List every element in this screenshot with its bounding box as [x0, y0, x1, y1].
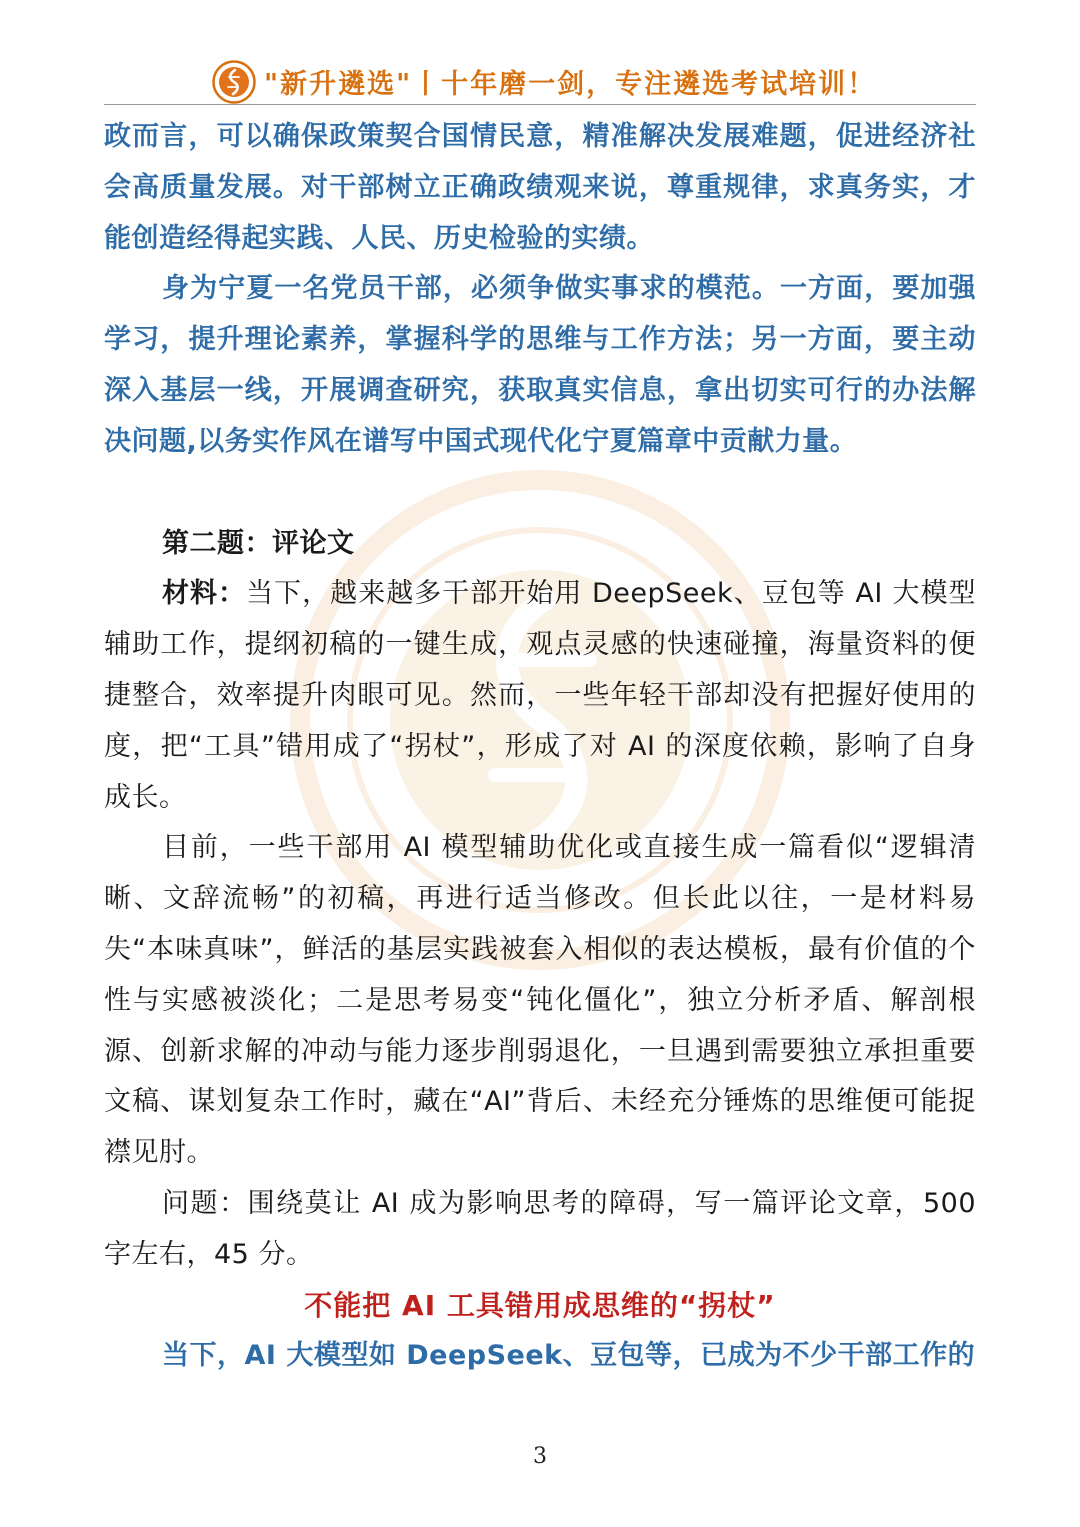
answer-paragraph: 政而言，可以确保政策契合国情民意，精准解决发展难题，促进经济社会高质量发展。对干部树立正确政绩观来说，尊重规律，求真务实，才能创造经得起实践、人民、历史检验的实绩。	[104, 121, 976, 254]
material-paragraph	[104, 569, 976, 823]
material-label: 材料：	[162, 578, 247, 610]
material-text: 当下，越来越多干部开始用 DeepSeek、豆包等 AI 大模型辅助工作，提纲初稿的一键生成，观点灵感的快速碰撞，海量资料的便捷整合，效率提升肉眼可见。然而，一些年轻干部却没有把握好使用的度，把“工具”错用成了“拐杖”，形成了对 AI 的深度依赖，影响了自身成长。	[104, 578, 976, 813]
question-title: 第二题：评论文	[162, 527, 355, 559]
essay-title: 不能把 AI 工具错用成思维的“拐杖”	[304, 1288, 776, 1322]
page-number: 3	[533, 1444, 547, 1469]
spacer	[104, 468, 976, 519]
page-header	[104, 56, 976, 105]
question-paragraph: 问题：围绕莫让 AI 成为影响思考的障碍，写一篇评论文章，500 字左右，45 分。	[104, 1187, 976, 1270]
material-paragraph: 目前，一些干部用 AI 模型辅助优化或直接生成一篇看似“逻辑清晰、文辞流畅”的初稿，再进行适当修改。但长此以往，一是材料易失“本味真味”，鲜活的基层实践被套入相似的表达模板，最有价值的个性与实感被淡化；二是思考易变“钝化僵化”，独立分析矛盾、解剖根源、创新求解的冲动与能力逐步削弱退化，一旦遇到需要独立承担重要文稿、谋划复杂工作时，藏在“AI”背后、未经充分锤炼的思维便可能捉襟见肘。	[104, 832, 976, 1169]
xinsheng-logo-icon	[212, 60, 256, 104]
essay-paragraph: 当下，AI 大模型如 DeepSeek、豆包等，已成为不少干部工作的	[162, 1340, 976, 1372]
answer-paragraph: 身为宁夏一名党员干部，必须争做实事求的模范。一方面，要加强学习，提升理论素养，掌握科学的思维与工作方法；另一方面，要主动深入基层一线，开展调查研究，获取真实信息，拿出切实可行的办法解决问题,以务实作风在谱写中国式现代化宁夏篇章中贡献力量。	[104, 273, 976, 457]
header-title: "新升遴选"丨十年磨一剑，专注遴选考试培训！	[264, 69, 877, 100]
document-body	[104, 112, 976, 1382]
